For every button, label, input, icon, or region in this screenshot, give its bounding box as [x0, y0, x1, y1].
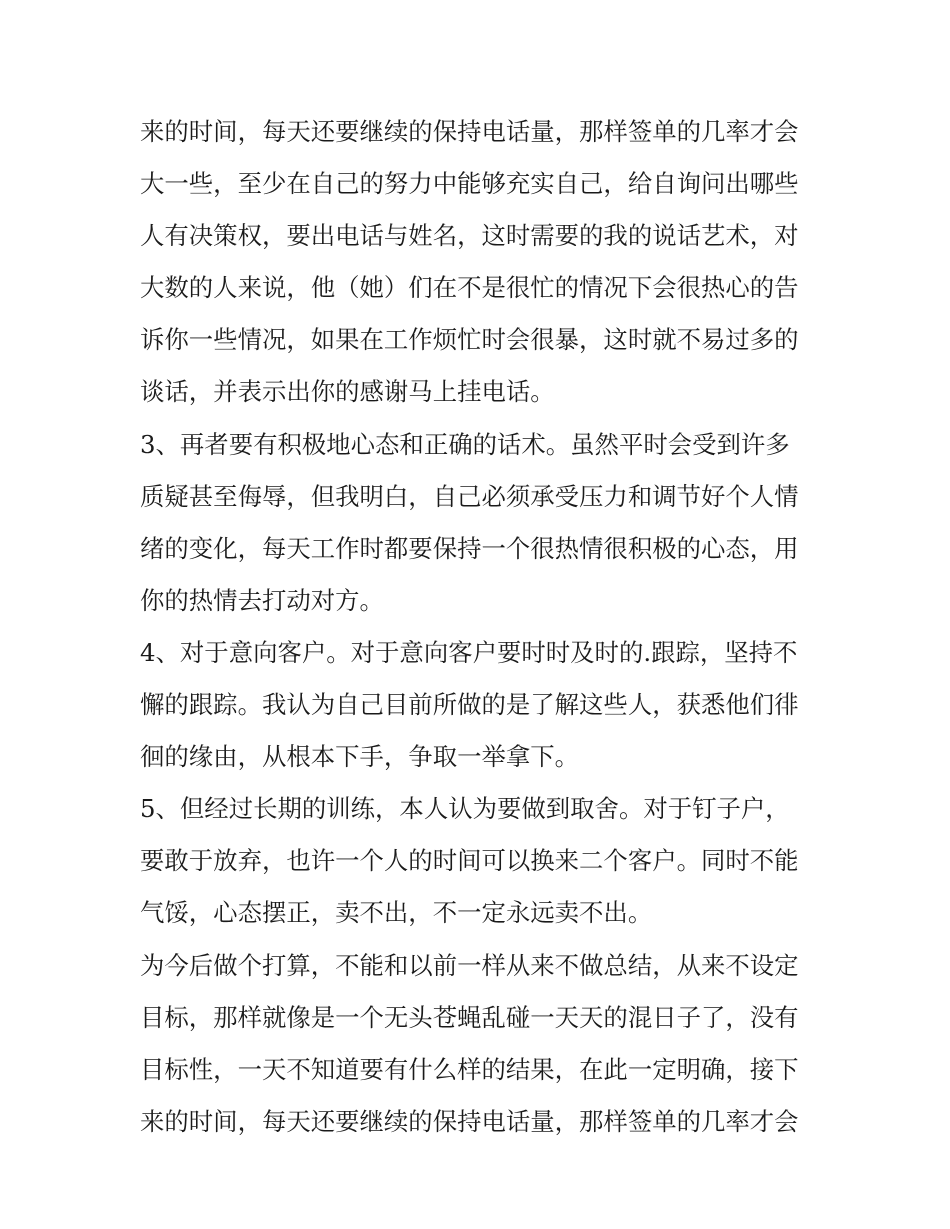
text-line: 来的时间，每天还要继续的保持电话量，那样签单的几率才会	[140, 117, 799, 146]
text-line: 谈话，并表示出你的感谢马上挂电话。	[140, 377, 555, 407]
text-line: 要敢于放弃，也许一个人的时间可以换来二个客户。同时不能	[140, 846, 799, 876]
text-line: 诉你一些情况，如果在工作烦忙时会很暴，这时就不易过多的	[140, 325, 799, 355]
text-line: 大一些，至少在自己的努力中能够充实自己，给自询问出哪些	[140, 169, 799, 199]
text-line: 绪的变化，每天工作时都要保持一个很热情很积极的心态，用	[140, 533, 799, 563]
text-line: 你的热情去打动对方。	[140, 585, 384, 615]
text-line: 徊的缘由，从根本下手，争取一举拿下。	[140, 742, 580, 772]
text-line: 目标性，一天不知道要有什么样的结果，在此一定明确，接下	[140, 1054, 799, 1084]
text-line: 4、对于意向客户。对于意向客户要时时及时的.跟踪，坚持不	[140, 637, 798, 667]
text-line: 5、但经过长期的训练，本人认为要做到取舍。对于钉子户，	[140, 794, 790, 824]
text-line: 目标，那样就像是一个无头苍蝇乱碰一天天的混日子了，没有	[140, 1002, 799, 1032]
text-line: 质疑甚至侮辱，但我明白，自己必须承受压力和调节好个人情	[140, 481, 799, 511]
text-line: 人有决策权，要出电话与姓名，这时需要的我的说话艺术，对	[140, 221, 799, 251]
text-line: 气馁，心态摆正，卖不出，不一定永远卖不出。	[140, 898, 653, 928]
text-line: 为今后做个打算，不能和以前一样从来不做总结，从来不设定	[140, 950, 799, 980]
text-line: 懈的跟踪。我认为自己目前所做的是了解这些人，获悉他们徘	[140, 690, 799, 720]
text-line: 来的时间，每天还要继续的保持电话量，那样签单的几率才会	[140, 1106, 799, 1136]
text-line: 大数的人来说，他（她）们在不是很忙的情况下会很热心的告	[140, 273, 799, 303]
document-body	[140, 106, 820, 1148]
text-line: 3、再者要有积极地心态和正确的话术。虽然平时会受到许多	[140, 429, 790, 459]
